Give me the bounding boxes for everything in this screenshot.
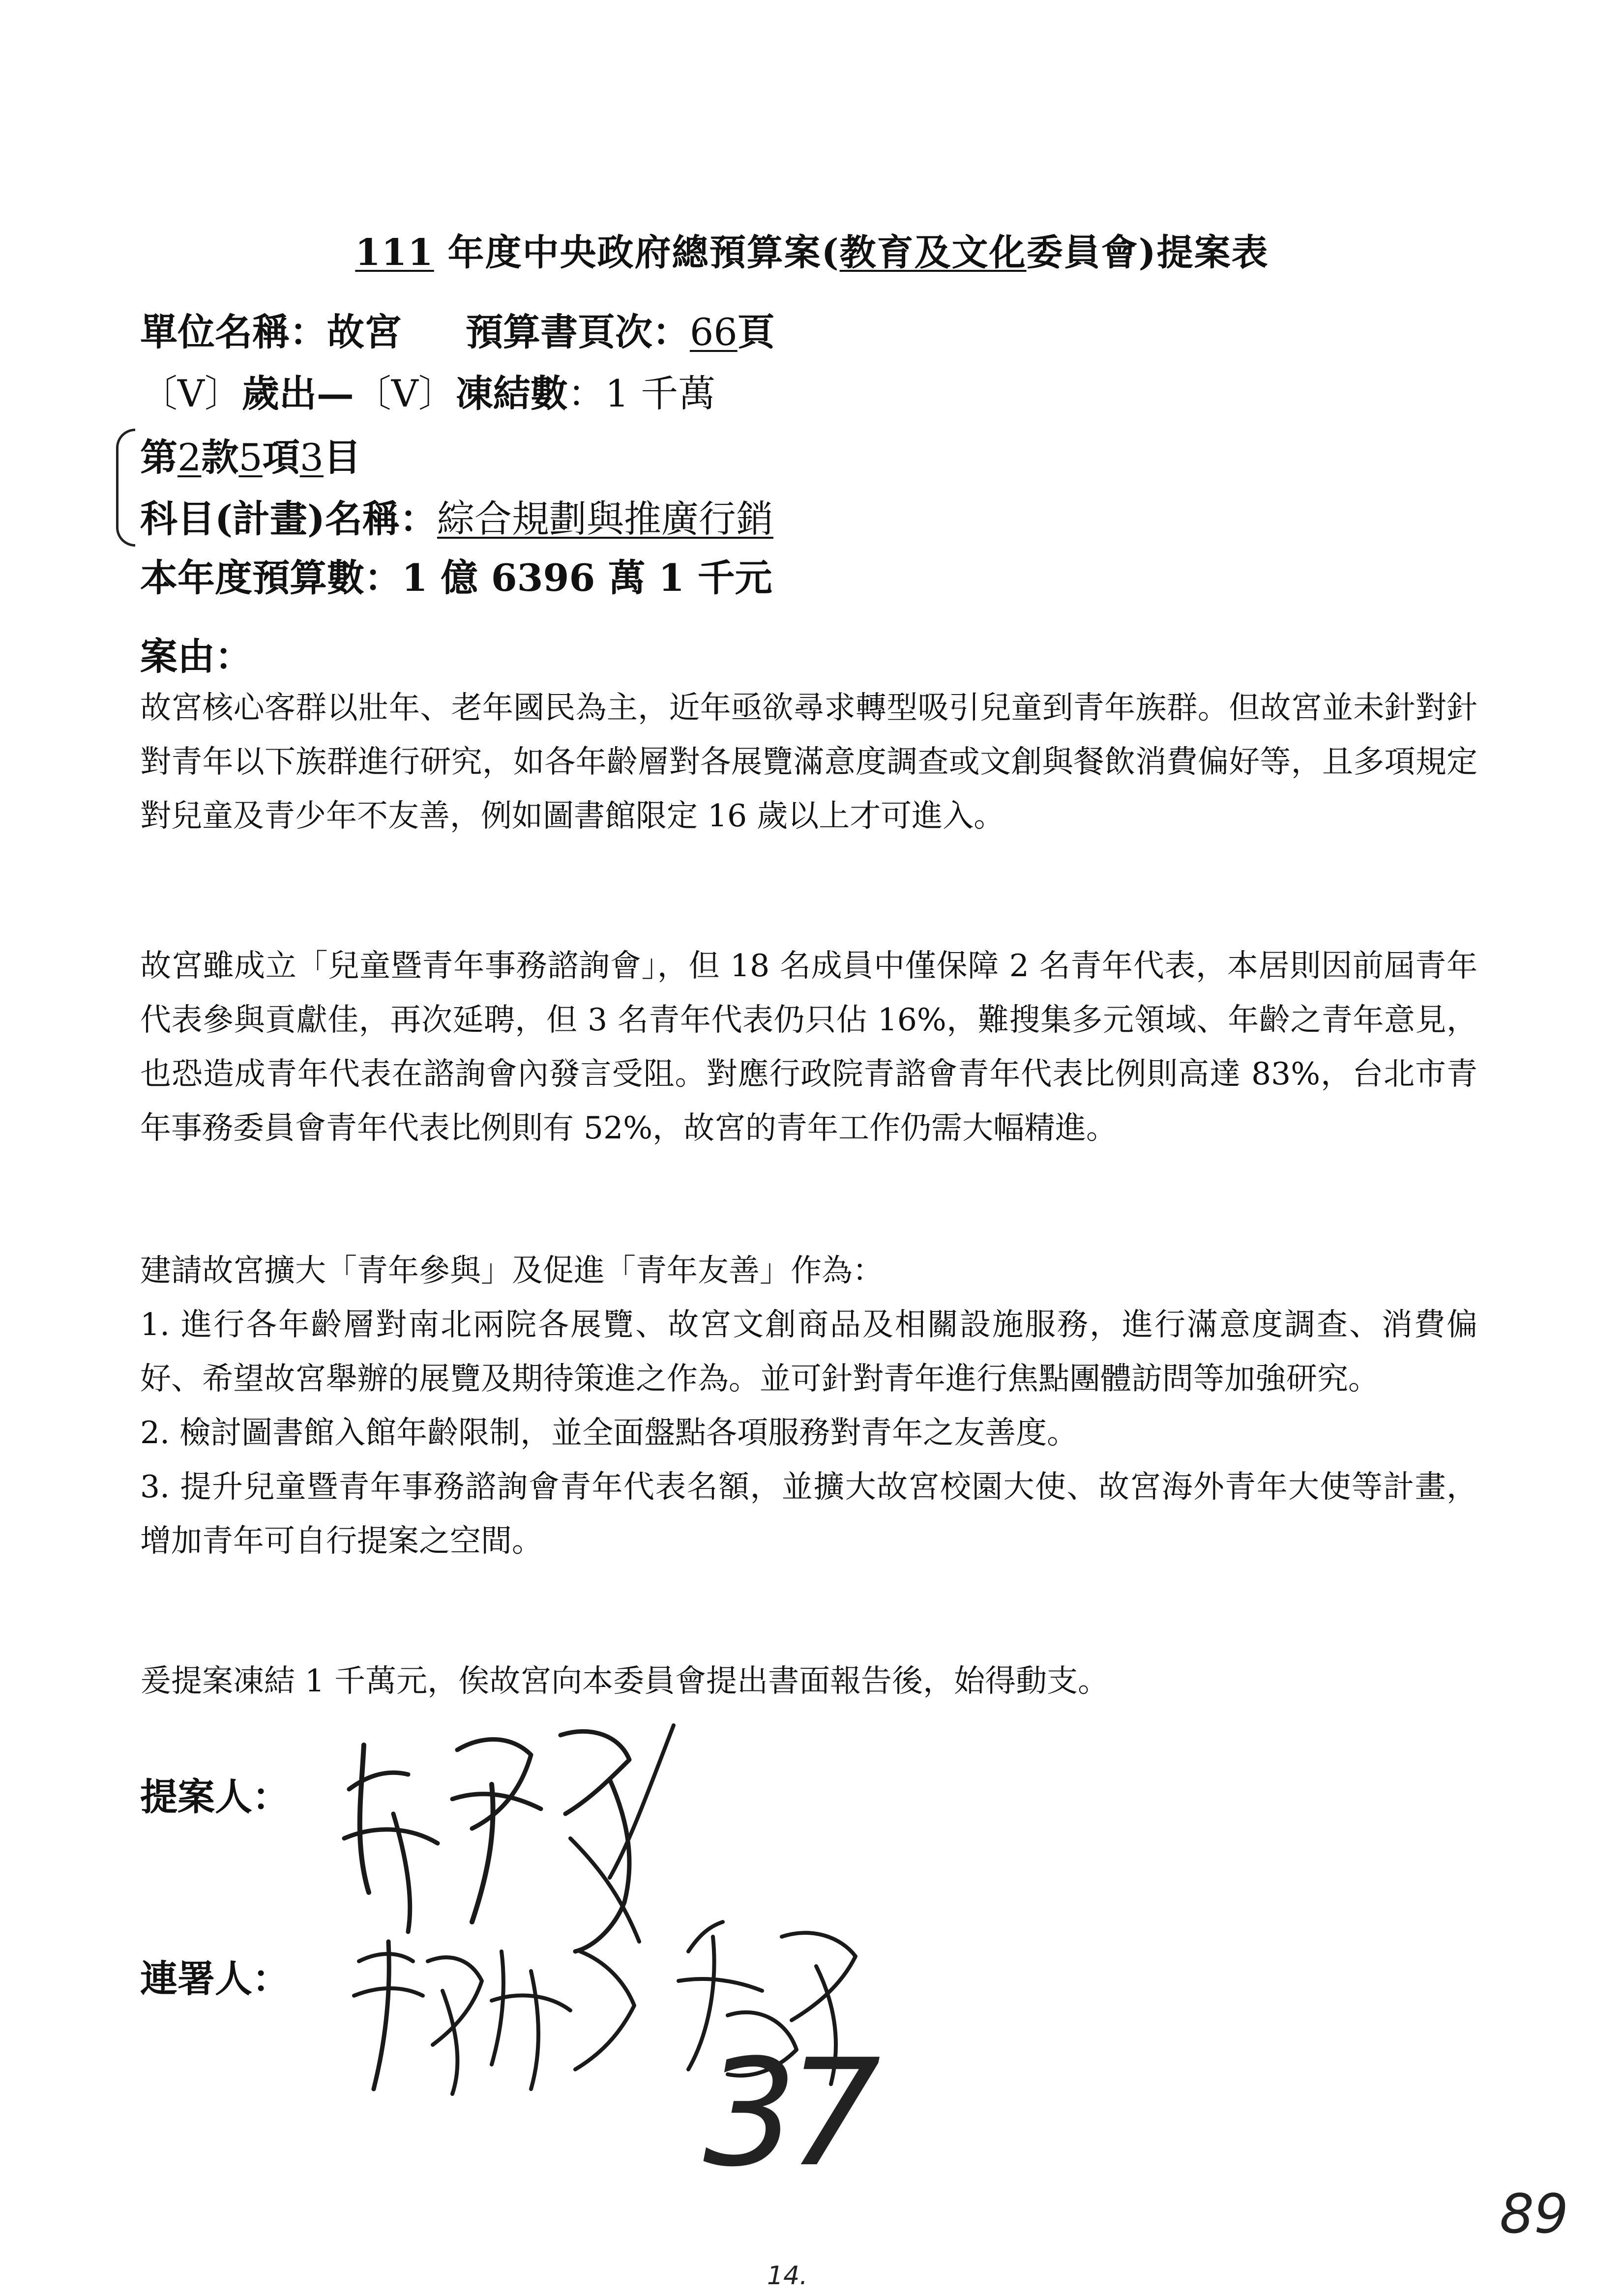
item-mu: 3	[299, 436, 324, 479]
cosigner-label: 連署人：	[140, 1957, 290, 2001]
item-kuan-label: 款	[201, 436, 239, 479]
subject-line	[140, 489, 773, 543]
item-line	[140, 428, 361, 481]
small-number: 14.	[767, 2261, 808, 2291]
unit-line	[140, 302, 775, 356]
reason-paragraph-4	[140, 1654, 1477, 1708]
proposer-signature	[334, 1715, 688, 1961]
item-prefix: 第	[140, 436, 177, 479]
expense-checkbox: 〔V〕	[140, 372, 242, 415]
freeze-label: 凍結數	[455, 372, 568, 415]
handwritten-number: 37	[703, 2028, 871, 2199]
reason-heading: 案由：	[140, 635, 252, 678]
expense-label: 歲出—	[241, 372, 354, 415]
cosigner-signature-1	[344, 1932, 649, 2109]
paragraph-text: 建請故宮擴大「青年參與」及促進「青年友善」作為：	[140, 1252, 884, 1288]
document-title	[0, 224, 1624, 276]
paragraph-text: 故宮核心客群以壯年、老年國民為主，近年亟欲尋求轉型吸引兒童到青年族群。但故宮並未針對針對青年以下族群進行研究，如各年齡層對各展覽滿意度調查或文創與餐飲消費偏好等，且多項規定對兒童及青少年不友善，例如圖書館限定 16 歲以上才可進入。	[140, 690, 1477, 834]
budget-page-label: 預算書頁次：	[466, 310, 690, 354]
budget-amount-line: 本年度預算數：1 億 6396 萬 1 千元	[140, 556, 772, 600]
item-bracket	[116, 429, 135, 547]
unit-label: 單位名稱：	[140, 310, 327, 354]
item-kuan: 2	[177, 436, 202, 479]
reason-paragraph-1	[140, 681, 1477, 843]
subject-label: 科目(計畫)名稱：	[140, 497, 437, 541]
title-part-1: 年度中央政府總預算案(	[434, 232, 840, 274]
corner-number: 89	[1500, 2182, 1568, 2245]
paragraph-text: 爰提案凍結 1 千萬元，俟故宮向本委員會提出書面報告後，始得動支。	[140, 1663, 1109, 1699]
budget-page-unit: 頁	[737, 310, 775, 354]
title-year: 111	[355, 232, 434, 274]
unit-value: 故宮	[327, 310, 402, 354]
title-committee: 教育及文化	[839, 232, 1027, 274]
item-xiang-label: 項	[262, 436, 300, 479]
item-mu-label: 目	[324, 436, 361, 479]
freeze-checkbox: 〔V〕	[354, 372, 456, 415]
paragraph-text: 2. 檢討圖書館入館年齡限制，並全面盤點各項服務對青年之友善度。	[140, 1415, 1078, 1451]
freeze-line	[140, 364, 715, 417]
paragraph-text: 3. 提升兒童暨青年事務諮詢會青年代表名額，並擴大故宮校園大使、故宮海外青年大使等計畫，增加青年可自行提案之空間。	[140, 1469, 1477, 1559]
item-xiang: 5	[238, 436, 263, 479]
paragraph-text: 故宮雖成立「兒童暨青年事務諮詢會」，但 18 名成員中僅保障 2 名青年代表，本居則因前屆青年代表參與貢獻佳，再次延聘，但 3 名青年代表仍只佔 16%，難搜集多元領域、年齡之青年意見，也恐造成青年代表在諮詢會內發言受阻。對應行政院青諮會青年代表比例則高達 83%，台北市青年事務委員會青年代表比例則有 52%，故宮的青年工作仍需大幅精進。	[140, 948, 1477, 1146]
reason-paragraph-2	[140, 939, 1477, 1155]
subject-value: 綜合規劃與推廣行銷	[437, 497, 773, 541]
budget-page-value: 66	[690, 310, 738, 354]
reason-paragraph-3	[140, 1244, 1477, 1568]
paragraph-text: 1. 進行各年齡層對南北兩院各展覽、故宮文創商品及相關設施服務，進行滿意度調查、消費偏好、希望故宮舉辦的展覽及期待策進之作為。並可針對青年進行焦點團體訪問等加強研究。	[140, 1307, 1477, 1396]
title-part-2: 委員會)提案表	[1026, 232, 1269, 274]
proposer-label: 提案人：	[140, 1775, 290, 1819]
freeze-amount: ：1 千萬	[567, 372, 716, 415]
